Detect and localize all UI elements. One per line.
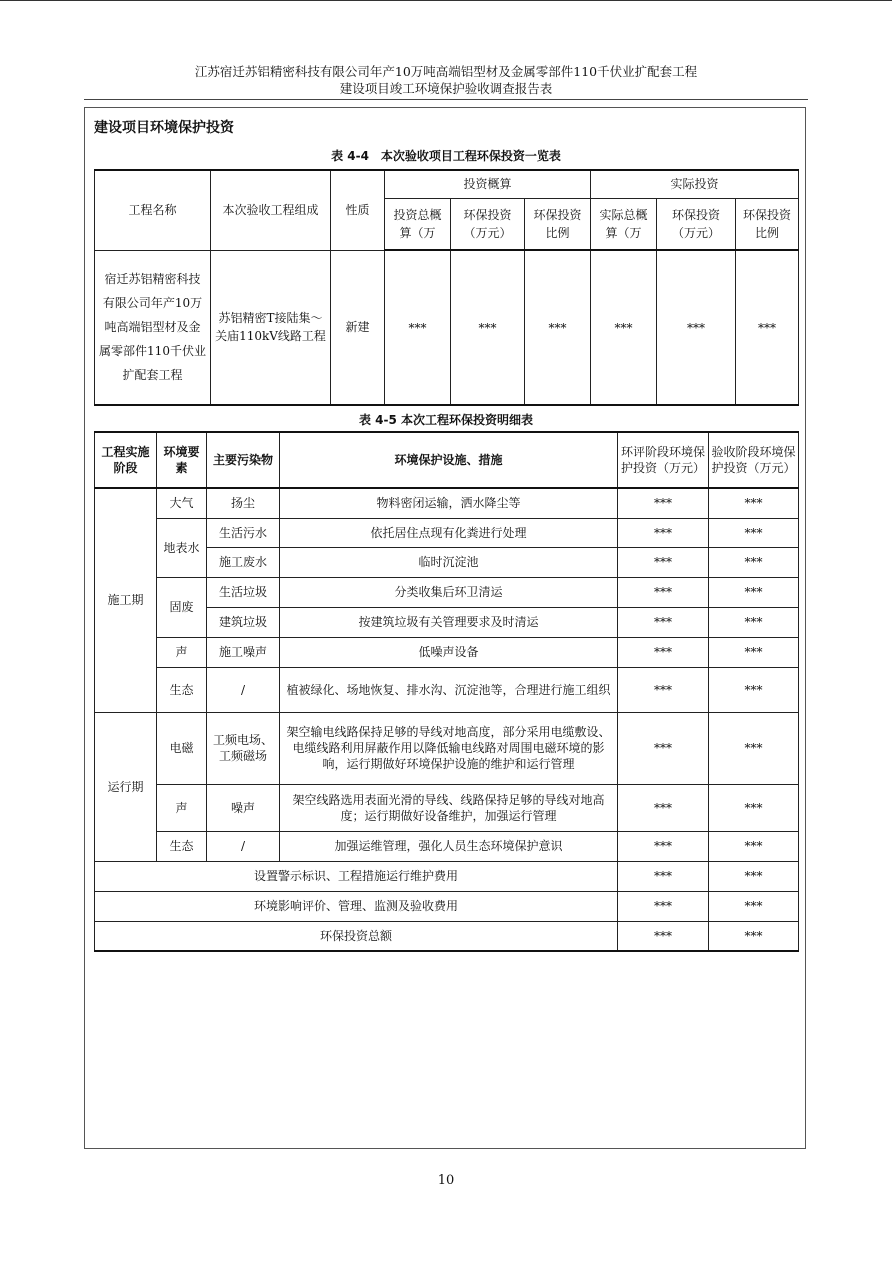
pollutant-cell: 生活污水 <box>207 518 280 547</box>
header-actual-env: 环保投资（万元） <box>657 198 736 250</box>
element-ecology: 生态 <box>157 667 207 712</box>
measure-cell: 低噪声设备 <box>280 637 618 667</box>
page-number: 10 <box>437 1173 455 1188</box>
acceptance-value: *** <box>709 577 799 607</box>
budget-env-value: *** <box>451 250 525 405</box>
header-pollutant: 主要污染物 <box>207 432 280 488</box>
element-noise: 声 <box>157 637 207 667</box>
measure-cell: 架空线路选用表面光滑的导线、线路保持足够的导线对地高度；运行期做好设备维护，加强运行管理 <box>280 784 618 831</box>
acceptance-value: *** <box>709 518 799 547</box>
header-budget-env: 环保投资（万元） <box>451 198 525 250</box>
acceptance-value: *** <box>709 712 799 784</box>
measure-cell: 依托居住点现有化粪进行处理 <box>280 518 618 547</box>
actual-env-value: *** <box>657 250 736 405</box>
table-row <box>95 784 799 831</box>
table-4-4 <box>94 169 799 406</box>
project-nature-cell: 新建 <box>331 250 385 405</box>
eia-value: *** <box>618 547 709 577</box>
eia-value: *** <box>618 667 709 712</box>
measure-cell: 植被绿化、场地恢复、排水沟、沉淀池等，合理进行施工组织 <box>280 667 618 712</box>
header-element: 环境要素 <box>157 432 207 488</box>
pollutant-cell: / <box>207 831 280 861</box>
eia-value: *** <box>618 577 709 607</box>
actual-ratio-value: *** <box>736 250 799 405</box>
measure-cell: 加强运维管理，强化人员生态环境保护意识 <box>280 831 618 861</box>
eia-value: *** <box>618 607 709 637</box>
summary-row <box>95 891 799 921</box>
pollutant-cell: 扬尘 <box>207 488 280 518</box>
summary-label: 设置警示标识、工程措施运行维护费用 <box>95 861 618 891</box>
project-component-cell: 苏铝精密T接陆集～关庙110kV线路工程 <box>211 250 331 405</box>
element-air: 大气 <box>157 488 207 518</box>
budget-ratio-value: *** <box>525 250 591 405</box>
acceptance-total-value: *** <box>709 921 799 951</box>
table-row <box>95 712 799 784</box>
pollutant-cell: 生活垃圾 <box>207 577 280 607</box>
eia-value: *** <box>618 784 709 831</box>
actual-total-value: *** <box>591 250 657 405</box>
table-4-4-caption: 表 4-4 本次验收项目工程环保投资一览表 <box>331 149 561 163</box>
measure-cell: 按建筑垃圾有关管理要求及时清运 <box>280 607 618 637</box>
header-budget-ratio: 环保投资比例 <box>525 198 591 250</box>
eia-total-value: *** <box>618 921 709 951</box>
header-budget-group: 投资概算 <box>385 170 591 198</box>
header-eia-investment: 环评阶段环境保护投资（万元） <box>618 432 709 488</box>
measure-cell: 架空输电线路保持足够的导线对地高度，部分采用电缆敷设、电缆线路利用屏蔽作用以降低输电线路对周围电磁环境的影响，运行期做好环境保护设施的维护和运行管理 <box>280 712 618 784</box>
acceptance-value: *** <box>709 831 799 861</box>
eia-value: *** <box>618 891 709 921</box>
header-project-name: 工程名称 <box>95 170 211 250</box>
pollutant-cell: 噪声 <box>207 784 280 831</box>
page-header <box>0 63 892 97</box>
eia-value: *** <box>618 637 709 667</box>
header-nature: 性质 <box>331 170 385 250</box>
section-title: 建设项目环境保护投资 <box>94 120 234 136</box>
table-row <box>95 488 799 518</box>
budget-total-value: *** <box>385 250 451 405</box>
header-budget-total: 投资总概算（万 <box>385 198 451 250</box>
header-actual-group: 实际投资 <box>591 170 799 198</box>
pollutant-cell: 建筑垃圾 <box>207 607 280 637</box>
header-actual-ratio: 环保投资比例 <box>736 198 799 250</box>
header-actual-total: 实际总概算（万 <box>591 198 657 250</box>
table-row <box>95 637 799 667</box>
eia-value: *** <box>618 831 709 861</box>
summary-label: 环境影响评价、管理、监测及验收费用 <box>95 891 618 921</box>
table-row <box>95 518 799 547</box>
pollutant-cell: 工频电场、工频磁场 <box>207 712 280 784</box>
table-row <box>95 667 799 712</box>
element-surface-water: 地表水 <box>157 518 207 577</box>
measure-cell: 临时沉淀池 <box>280 547 618 577</box>
table-4-5-caption: 表 4-5 本次工程环保投资明细表 <box>358 413 534 427</box>
header-stage: 工程实施阶段 <box>95 432 157 488</box>
element-solid-waste: 固废 <box>157 577 207 637</box>
element-operation-noise: 声 <box>157 784 207 831</box>
element-operation-ecology: 生态 <box>157 831 207 861</box>
stage-operation: 运行期 <box>95 712 157 861</box>
acceptance-value: *** <box>709 667 799 712</box>
acceptance-value: *** <box>709 891 799 921</box>
summary-label-total: 环保投资总额 <box>95 921 618 951</box>
table-row <box>95 831 799 861</box>
header-rule <box>84 99 808 100</box>
measure-cell: 物料密闭运输，洒水降尘等 <box>280 488 618 518</box>
acceptance-value: *** <box>709 784 799 831</box>
summary-row <box>95 861 799 891</box>
element-electromagnetic: 电磁 <box>157 712 207 784</box>
eia-value: *** <box>618 712 709 784</box>
table-row <box>95 250 799 405</box>
acceptance-value: *** <box>709 547 799 577</box>
pollutant-cell: / <box>207 667 280 712</box>
pollutant-cell: 施工废水 <box>207 547 280 577</box>
table-4-5 <box>94 431 799 952</box>
acceptance-value: *** <box>709 637 799 667</box>
summary-row-total <box>95 921 799 951</box>
stage-construction: 施工期 <box>95 488 157 712</box>
pollutant-cell: 施工噪声 <box>207 637 280 667</box>
top-rule <box>0 0 892 1</box>
header-component: 本次验收工程组成 <box>211 170 331 250</box>
header-measure: 环境保护设施、措施 <box>280 432 618 488</box>
acceptance-value: *** <box>709 607 799 637</box>
header-line-2: 建设项目竣工环境保护验收调查报告表 <box>339 81 553 96</box>
table-row <box>95 577 799 607</box>
project-name-cell: 宿迁苏铝精密科技有限公司年产10万吨高端铝型材及金属零部件110千伏业扩配套工程 <box>95 250 211 405</box>
eia-value: *** <box>618 861 709 891</box>
acceptance-value: *** <box>709 488 799 518</box>
acceptance-value: *** <box>709 861 799 891</box>
eia-value: *** <box>618 488 709 518</box>
eia-value: *** <box>618 518 709 547</box>
measure-cell: 分类收集后环卫清运 <box>280 577 618 607</box>
header-line-1: 江苏宿迁苏铝精密科技有限公司年产10万吨高端铝型材及金属零部件110千伏业扩配套工程 <box>194 64 698 79</box>
header-acceptance-investment: 验收阶段环境保护投资（万元） <box>709 432 799 488</box>
